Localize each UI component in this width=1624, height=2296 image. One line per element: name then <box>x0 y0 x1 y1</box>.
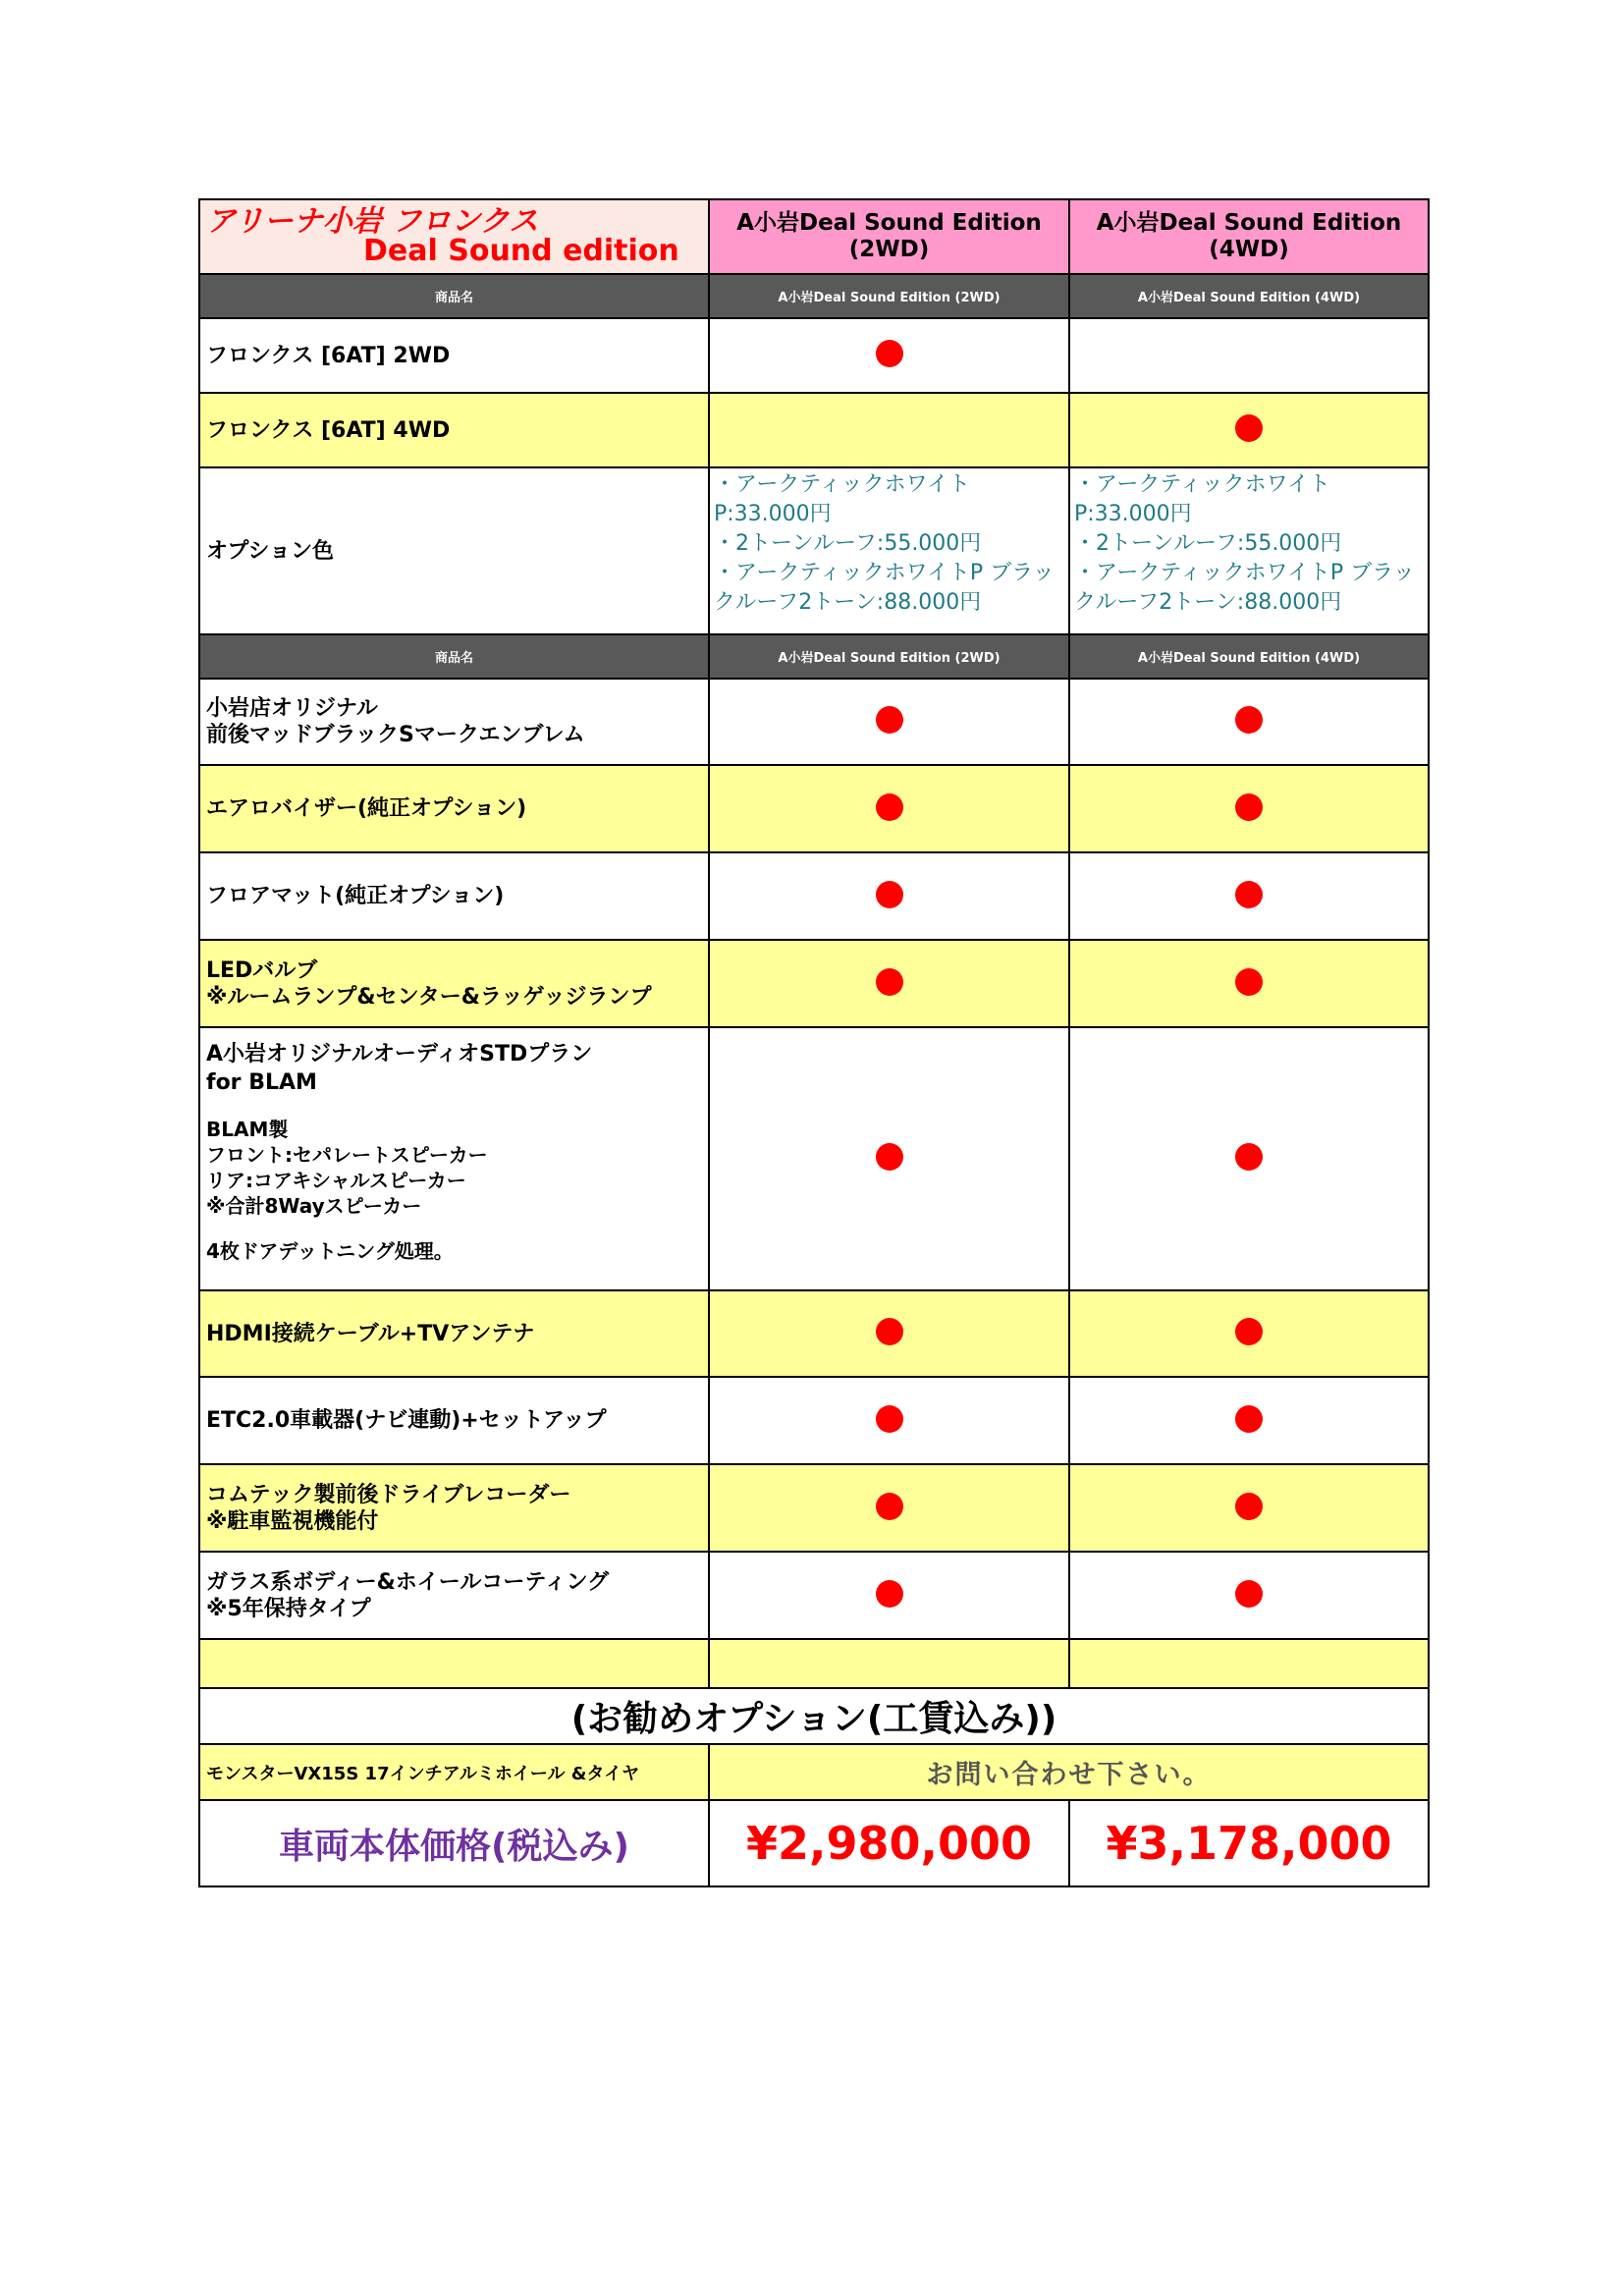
audio-row <box>199 1027 1429 1290</box>
item-2wd-cell <box>709 940 1069 1027</box>
red-dot-icon <box>876 968 903 996</box>
audio-line3: BLAM製 <box>206 1118 289 1141</box>
red-dot-icon <box>1235 1493 1263 1520</box>
item-4wd-cell <box>1069 1377 1429 1464</box>
red-dot-icon <box>876 881 903 908</box>
audio-line2: for BLAM <box>206 1070 317 1095</box>
item-line1: ETC2.0車載器(ナビ連動)+セットアップ <box>206 1408 607 1433</box>
header-4wd-line1: A小岩Deal Sound Edition <box>1096 210 1402 236</box>
subheader-row <box>199 274 1429 318</box>
item-4wd-cell <box>1069 679 1429 765</box>
item-2wd-cell <box>709 1464 1069 1552</box>
option-line: ・2トーンルーフ:55.000円 <box>714 531 982 556</box>
red-dot-icon <box>1235 414 1263 442</box>
red-dot-icon <box>1235 968 1263 996</box>
subheader-4wd: A小岩Deal Sound Edition (4WD) <box>1069 274 1429 318</box>
title-line2: Deal Sound edition <box>363 234 679 268</box>
item-label <box>199 852 709 940</box>
option-color-label: オプション色 <box>199 467 709 634</box>
red-dot-icon <box>876 1143 903 1171</box>
item-2wd-cell <box>709 765 1069 852</box>
empty-row <box>199 1639 1429 1688</box>
model-2wd-cell <box>709 393 1069 467</box>
red-dot-icon <box>876 1580 903 1608</box>
spec-table <box>198 198 1430 1887</box>
audio-line6: ※合計8Wayスピーカー <box>206 1194 422 1218</box>
audio-4wd-cell <box>1069 1027 1429 1290</box>
red-dot-icon <box>1235 1405 1263 1433</box>
red-dot-icon <box>1235 1580 1263 1608</box>
header-4wd-line2: (4WD) <box>1209 237 1289 262</box>
subheader-label: 商品名 <box>199 634 709 679</box>
option-line: ・2トーンルーフ:55.000円 <box>1074 531 1342 556</box>
item-label <box>199 1552 709 1639</box>
item-2wd-cell <box>709 852 1069 940</box>
subheader-2wd: A小岩Deal Sound Edition (2WD) <box>709 634 1069 679</box>
red-dot-icon <box>876 1318 903 1345</box>
option-color-4wd <box>1069 467 1429 634</box>
item-row <box>199 1377 1429 1464</box>
red-dot-icon <box>1235 1143 1263 1171</box>
item-line1: 小岩店オリジナル <box>206 696 378 721</box>
model-4wd-cell <box>1069 318 1429 393</box>
item-row <box>199 1552 1429 1639</box>
item-label <box>199 1464 709 1552</box>
item-line1: フロアマット(純正オプション) <box>206 884 505 908</box>
option-line: ・アークティックホワイトP ブラックルーフ2トーン:88.000円 <box>714 561 1055 615</box>
item-line1: HDMI接続ケーブル+TVアンテナ <box>206 1321 535 1346</box>
item-line1: エアロバイザー(純正オプション) <box>206 796 527 821</box>
price-4wd: ¥3,178,000 <box>1069 1800 1429 1886</box>
header-row <box>199 199 1429 274</box>
option-line: ・アークティックホワイトP:33.000円 <box>714 472 970 526</box>
item-label <box>199 765 709 852</box>
audio-label <box>199 1027 709 1290</box>
audio-line7: 4枚ドアデットニング処理。 <box>206 1239 454 1263</box>
header-2wd <box>709 199 1069 274</box>
header-4wd <box>1069 199 1429 274</box>
audio-line5: リア:コアキシャルスピーカー <box>206 1169 466 1192</box>
item-row <box>199 1464 1429 1552</box>
item-4wd-cell <box>1069 1290 1429 1377</box>
red-dot-icon <box>876 793 903 821</box>
item-line2: 前後マッドブラックSマークエンブレム <box>206 723 585 747</box>
item-row <box>199 940 1429 1027</box>
price-row <box>199 1800 1429 1886</box>
red-dot-icon <box>1235 793 1263 821</box>
red-dot-icon <box>876 1405 903 1433</box>
red-dot-icon <box>876 706 903 734</box>
option-color-row <box>199 467 1429 634</box>
audio-line4: フロント:セパレートスピーカー <box>206 1143 488 1167</box>
item-4wd-cell <box>1069 1552 1429 1639</box>
audio-2wd-cell <box>709 1027 1069 1290</box>
model-label: フロンクス [6AT] 2WD <box>199 318 709 393</box>
empty-cell <box>709 1639 1069 1688</box>
empty-cell <box>1069 1639 1429 1688</box>
wheel-value: お問い合わせ下さい。 <box>709 1744 1429 1800</box>
header-2wd-line1: A小岩Deal Sound Edition <box>736 210 1042 236</box>
item-label <box>199 1377 709 1464</box>
subheader-4wd: A小岩Deal Sound Edition (4WD) <box>1069 634 1429 679</box>
item-row <box>199 679 1429 765</box>
item-4wd-cell <box>1069 940 1429 1027</box>
option-color-2wd <box>709 467 1069 634</box>
item-row <box>199 1290 1429 1377</box>
option-line: ・アークティックホワイトP ブラックルーフ2トーン:88.000円 <box>1074 561 1415 615</box>
empty-cell <box>199 1639 709 1688</box>
red-dot-icon <box>876 1493 903 1520</box>
red-dot-icon <box>876 340 903 367</box>
item-row <box>199 765 1429 852</box>
item-2wd-cell <box>709 1290 1069 1377</box>
wheel-row <box>199 1744 1429 1800</box>
red-dot-icon <box>1235 881 1263 908</box>
audio-line1: A小岩オリジナルオーディオSTDプラン <box>206 1042 593 1066</box>
wheel-label: モンスターVX15S 17インチアルミホイール &タイヤ <box>199 1744 709 1800</box>
item-4wd-cell <box>1069 765 1429 852</box>
title-line1: アリーナ小岩 フロンクス <box>206 204 539 239</box>
item-2wd-cell <box>709 679 1069 765</box>
model-label: フロンクス [6AT] 4WD <box>199 393 709 467</box>
red-dot-icon <box>1235 706 1263 734</box>
item-4wd-cell <box>1069 852 1429 940</box>
item-label <box>199 679 709 765</box>
price-2wd: ¥2,980,000 <box>709 1800 1069 1886</box>
item-2wd-cell <box>709 1377 1069 1464</box>
item-2wd-cell <box>709 1552 1069 1639</box>
item-4wd-cell <box>1069 1464 1429 1552</box>
subheader-row <box>199 634 1429 679</box>
model-4wd-cell <box>1069 393 1429 467</box>
price-label: 車両本体価格(税込み) <box>199 1800 709 1886</box>
red-dot-icon <box>1235 1318 1263 1345</box>
item-line2: ※5年保持タイプ <box>206 1596 371 1621</box>
item-line2: ※駐車監視機能付 <box>206 1508 379 1534</box>
subheader-2wd: A小岩Deal Sound Edition (2WD) <box>709 274 1069 318</box>
sheet-title <box>199 199 709 274</box>
model-row-2wd <box>199 318 1429 393</box>
item-row <box>199 852 1429 940</box>
recommend-title: (お勧めオプション(工賃込み)) <box>199 1688 1429 1744</box>
recommend-row <box>199 1688 1429 1744</box>
item-line2: ※ルームランプ&センター&ラッゲッジランプ <box>206 984 652 1010</box>
item-label <box>199 940 709 1027</box>
item-line1: LEDバルブ <box>206 957 318 983</box>
model-2wd-cell <box>709 318 1069 393</box>
item-label <box>199 1290 709 1377</box>
header-2wd-line2: (2WD) <box>848 237 930 262</box>
item-line1: ガラス系ボディー&ホイールコーティング <box>206 1569 610 1595</box>
model-row-4wd <box>199 393 1429 467</box>
subheader-label: 商品名 <box>199 274 709 318</box>
option-line: ・アークティックホワイトP:33.000円 <box>1074 472 1330 526</box>
item-line1: コムテック製前後ドライブレコーダー <box>206 1482 571 1507</box>
